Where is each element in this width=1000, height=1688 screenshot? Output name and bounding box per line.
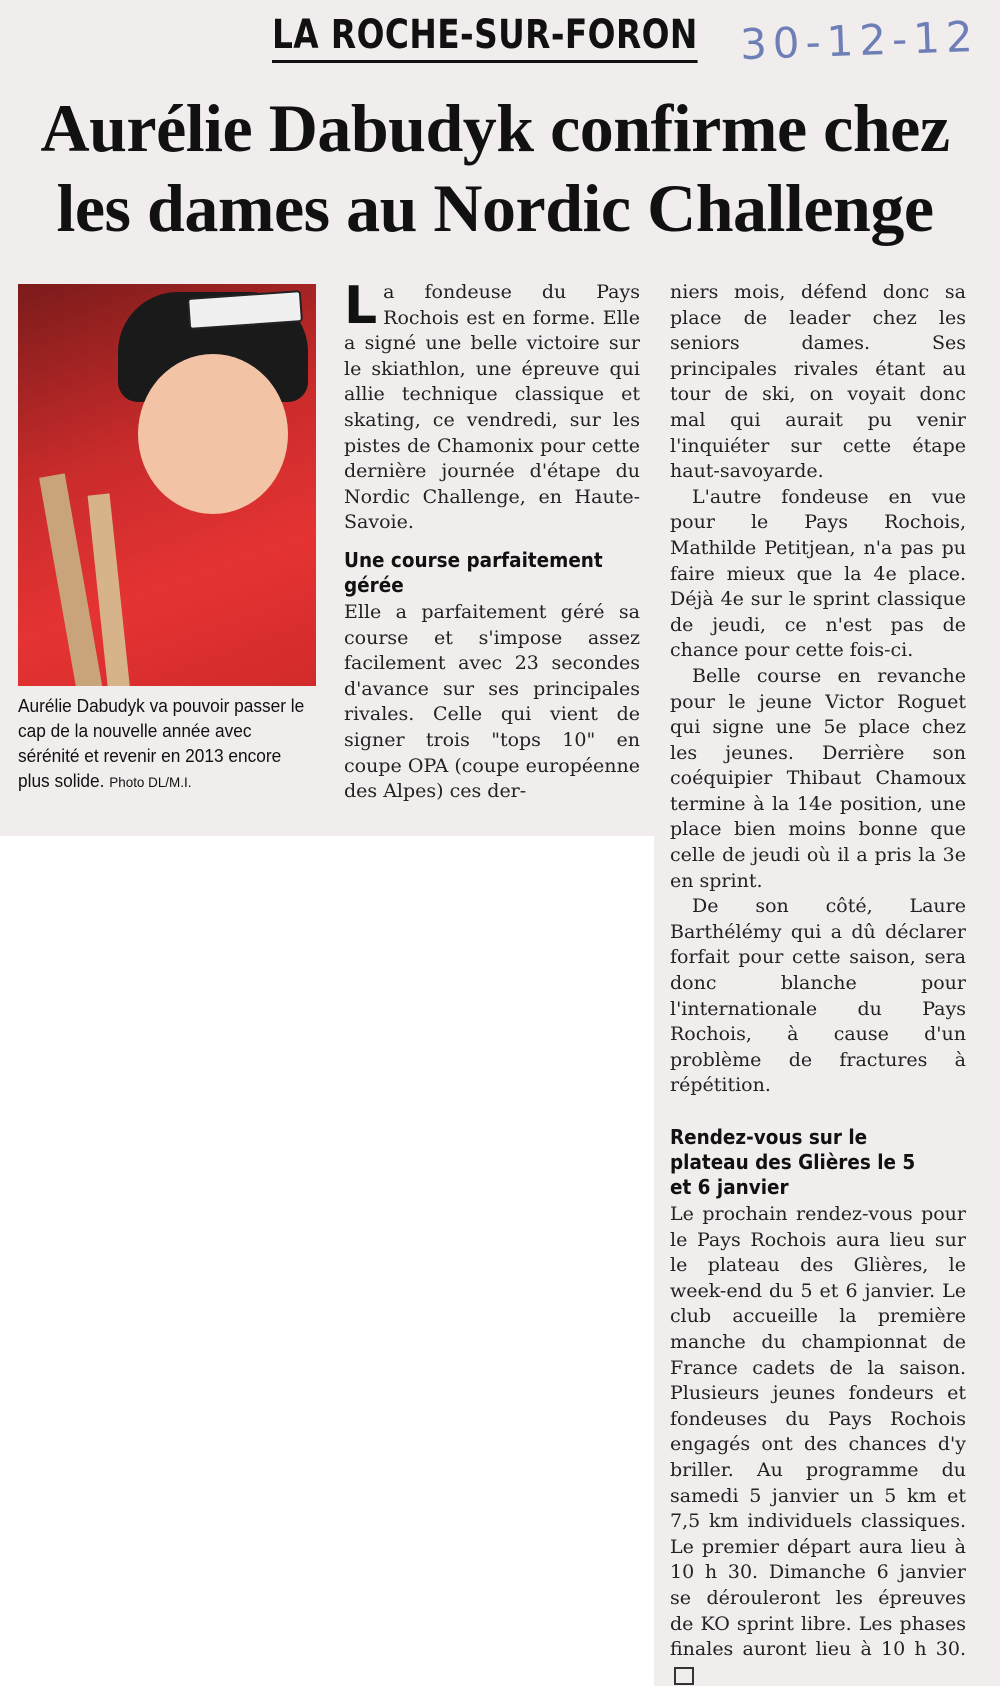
subhead-rendezvous: Rendez-vous sur le plateau des Glières le 5 et 6 janvier	[670, 1125, 916, 1199]
paragraph-6-text: Le prochain rendez-vous pour le Pays Rochois aura lieu sur le plateau des Glières, le week-end du 5 et 6 janvier. Le club accueille la première manche du championnat de France cadets de la saison. Plusieurs jeunes fondeurs et fondeuses du Pays Rochois engagés ont des chances d'y briller. Au programme du samedi 5 janvier un 5 km et 7,5 km individuels classiques. Le premier départ aura lieu à 10 h 30. Dimanche 6 janvier se dérouleront les épreuves de KO sprint libre. Les phases finales auront lieu à 10 h 30.	[670, 1203, 966, 1661]
athlete-photo	[18, 284, 316, 686]
paragraph-5: De son côté, Laure Barthélémy qui a dû déclarer forfait pour cette saison, sera donc blanche pour l'internationale du Pays Rochois, à cause d'un problème de fractures à répétition.	[670, 895, 966, 1097]
blank-area	[0, 836, 654, 1686]
subhead-course: Une course parfaitement gérée	[344, 547, 603, 597]
dropcap: L	[344, 276, 378, 336]
photo-caption	[18, 694, 306, 795]
paragraph-3: L'autre fondeuse en vue pour le Pays Rochois, Mathilde Petitjean, n'a pas pu faire mieux que la 4e place. Déjà 4e sur le sprint classique de jeudi, ce n'est pas de chance pour cette fois-ci.	[670, 485, 966, 662]
paragraph-6	[670, 1202, 966, 1688]
paragraph-2a: Elle a parfaitement géré sa course et s'impose assez facilement avec 23 secondes d'avance sur ses principales rivales. Celle qui vient de signer trois "tops 10" en coupe OPA (coupe européenne des Alpes) ces der-	[344, 600, 640, 803]
section-kicker: LA ROCHE-SUR-FORON	[272, 12, 698, 63]
article-column-1	[344, 276, 640, 805]
caption-text: Aurélie Dabudyk va pouvoir passer le cap de la nouvelle année avec sérénité et revenir en 2013 encore plus solide.	[18, 696, 305, 791]
photo-credit: Photo DL/M.I.	[109, 774, 192, 790]
intro-text: a fondeuse du Pays Rochois est en forme. Elle a signé une belle victoire sur le skiathlon, une épreuve qui allie technique classique et skating, ce vendredi, sur les pistes de Chamonix pour cette dernière journée d'étape du Nordic Challenge, en Haute-Savoie.	[344, 281, 640, 534]
headline: Aurélie Dabudyk confirme chez les dames au Nordic Challenge	[40, 90, 950, 246]
paragraph-2b: niers mois, défend donc sa place de leader chez les seniors dames. Ses principales rivales étant au tour de ski, on voyait donc mal qui aurait pu venir l'inquiéter sur cette étape haut-savoyarde.	[670, 281, 966, 483]
intro-paragraph	[344, 276, 640, 536]
face-shape	[138, 354, 288, 514]
handwritten-date: 30-12-12	[739, 11, 980, 70]
end-of-article-icon	[674, 1667, 694, 1685]
article-column-2	[670, 280, 966, 1688]
paragraph-4: Belle course en revanche pour le jeune Victor Roguet qui signe une 5e place chez les jeunes. Derrière son coéquipier Thibaut Chamoux termine à la 14e position, une place bien moins bonne que celle de jeudi où il a pris la 3e en sprint.	[670, 664, 966, 892]
